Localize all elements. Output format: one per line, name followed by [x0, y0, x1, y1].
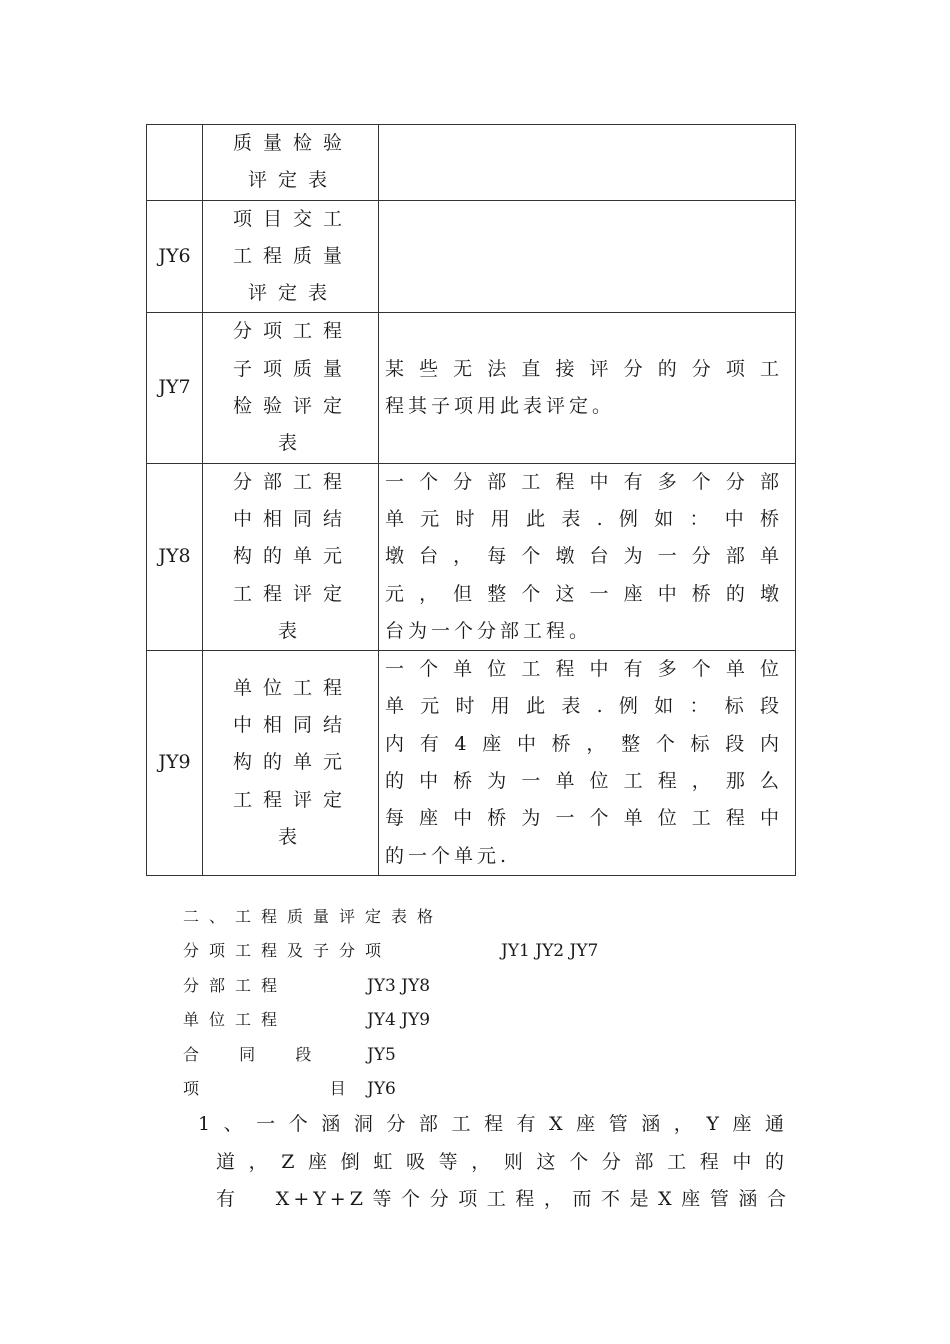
- form-description-line: 一个单位工程中有多个单位: [385, 658, 783, 681]
- table-row: [147, 125, 796, 201]
- form-description-line: 元，但整个这一座中桥的墩: [385, 582, 783, 605]
- section-item-label: 项 目: [183, 1079, 356, 1098]
- section-item-label: 分项工程及子分项: [183, 941, 392, 960]
- form-name-line: 表: [277, 825, 308, 848]
- form-description-line: 的中桥为一单位工程，那么: [385, 770, 783, 793]
- form-name-line: 子项质量: [232, 357, 353, 380]
- form-description-line: 内有4座中桥，整个标段内: [385, 732, 783, 755]
- form-name-line: 单位工程: [232, 676, 353, 699]
- table-row: [147, 313, 796, 463]
- form-code: JY7: [147, 313, 203, 463]
- section-item-label: 合 同 段: [183, 1045, 322, 1064]
- note-paragraph: [198, 1106, 790, 1219]
- form-name-line: 工程评定: [232, 582, 353, 605]
- paragraph-line: 道，Z座倒虹吸等，则这个分部工程中的: [216, 1150, 790, 1173]
- form-description: [379, 125, 796, 201]
- section-item-value: JY5: [367, 1045, 396, 1065]
- form-name-line: 表: [277, 432, 308, 455]
- form-code: JY6: [147, 200, 203, 313]
- form-description: [379, 313, 796, 463]
- form-description: [379, 463, 796, 650]
- form-description-line: 程其子项用此表评定。: [385, 395, 616, 418]
- form-code: [147, 125, 203, 201]
- form-name-line: 中相同结: [232, 714, 353, 737]
- section-item-subitem: [183, 934, 599, 968]
- form-name-line: 项目交工: [232, 207, 353, 230]
- form-description-line: 单元时用此表.例如：中桥: [385, 507, 783, 530]
- form-description-line: 每座中桥为一个单位工程中: [385, 807, 783, 830]
- form-code: JY8: [147, 463, 203, 650]
- section-heading: 二、工程质量评定表格: [183, 907, 444, 926]
- paragraph-line: 1、一个涵洞分部工程有X座管涵，Y座通: [198, 1113, 790, 1135]
- form-name: [203, 125, 379, 201]
- form-name-line: 工程质量: [232, 244, 353, 267]
- form-name-line: 工程评定: [232, 788, 353, 811]
- section-item-value: JY1 JY2 JY7: [501, 941, 599, 961]
- paragraph-line: 有 X+Y+Z等个分项工程，而不是X座管涵合: [216, 1188, 790, 1210]
- form-code: JY9: [147, 651, 203, 876]
- section-item-value: JY6: [367, 1079, 396, 1099]
- form-name-line: 检验评定: [232, 395, 353, 418]
- form-name-line: 表: [277, 619, 308, 642]
- form-description-line: 墩台，每个墩台为一分部单: [385, 545, 783, 568]
- section-item-label: 单位工程: [183, 1010, 288, 1029]
- section-item-division: [183, 969, 431, 1003]
- form-name: [203, 313, 379, 463]
- table-row: [147, 200, 796, 313]
- section-item-value: JY4 JY9: [367, 1010, 431, 1030]
- section-item-unit: [183, 1003, 431, 1037]
- form-description-line: 的一个单元.: [385, 844, 511, 867]
- form-name-line: 构的单元: [232, 751, 353, 774]
- form-name: [203, 200, 379, 313]
- form-name-line: 构的单元: [232, 545, 353, 568]
- form-name-line: 评定表: [247, 282, 338, 305]
- form-description: [379, 200, 796, 313]
- table-row: [147, 463, 796, 650]
- form-description-line: 单元时用此表.例如：标段: [385, 695, 783, 718]
- section-item-value: JY3 JY8: [367, 976, 431, 996]
- form-name: [203, 651, 379, 876]
- form-description-line: 台为一个分部工程。: [385, 619, 593, 642]
- form-description: [379, 651, 796, 876]
- form-description-line: 一个分部工程中有多个分部: [385, 470, 783, 493]
- form-description-line: 某些无法直接评分的分项工: [385, 357, 783, 380]
- form-name-line: 质量检验: [232, 132, 353, 154]
- section-item-project: [183, 1072, 396, 1106]
- form-name-line: 评定表: [247, 169, 338, 192]
- form-name-line: 分部工程: [232, 470, 353, 493]
- form-name: [203, 463, 379, 650]
- form-name-line: 中相同结: [232, 507, 353, 530]
- table-row: [147, 651, 796, 876]
- form-name-line: 分项工程: [232, 320, 353, 343]
- section-item-label: 分部工程: [183, 976, 288, 995]
- quality-forms-table: [146, 124, 796, 876]
- section-item-contract: [183, 1038, 396, 1072]
